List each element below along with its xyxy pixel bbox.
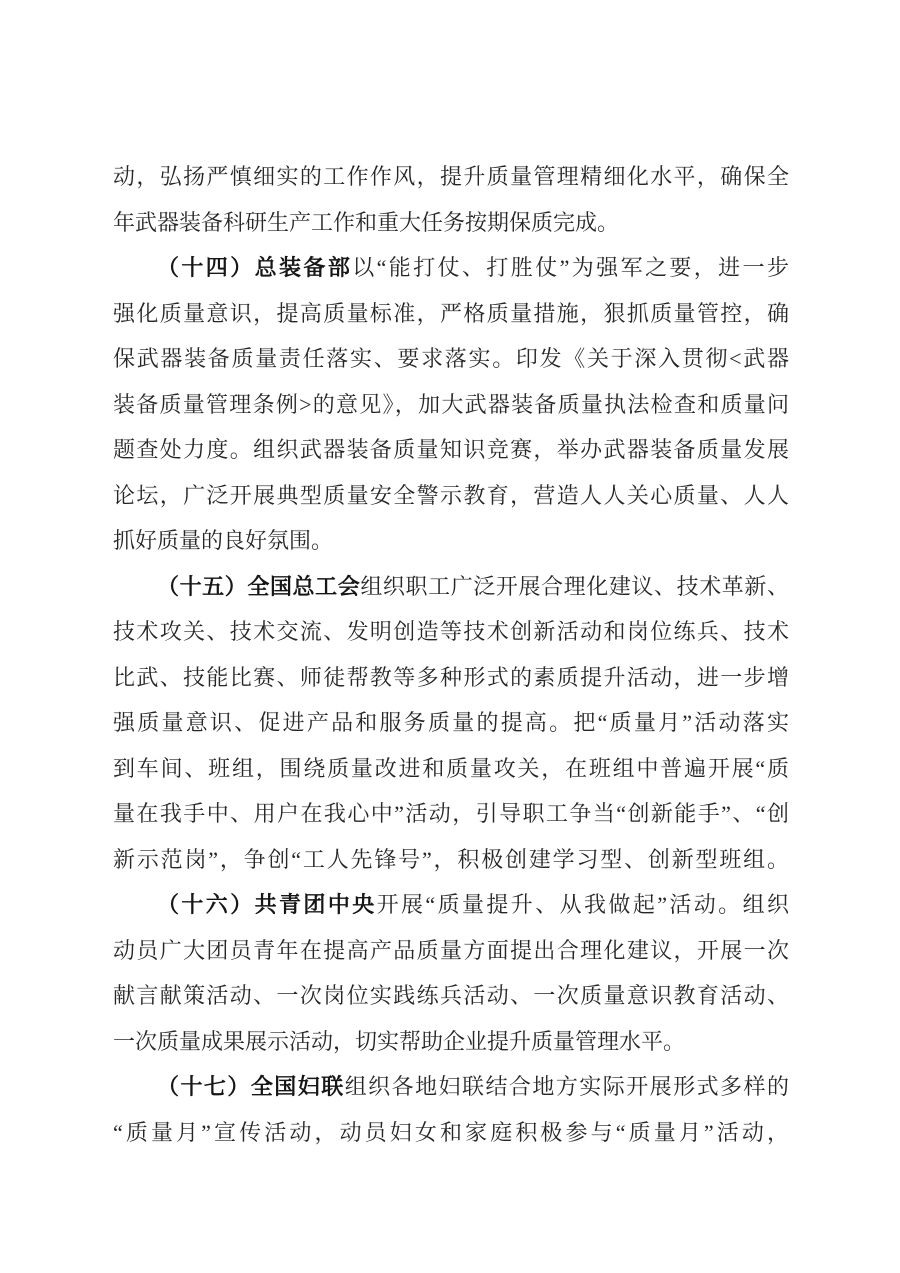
line-text: 到车间、班组，围绕质量改进和质量攻关，在班组中普遍开展“质 [113,755,789,781]
text-line [113,746,789,792]
paragraph-leader: （十五）全国总工会 [157,573,361,599]
text-line [113,427,789,473]
text-line [113,336,789,382]
line-text: “质量月”宣传活动，动员妇女和家庭积极参与“质量月”活动， [113,1119,789,1145]
line-text: 论坛，广泛开展典型质量安全警示教育，营造人人关心质量、人人 [113,482,789,508]
paragraph-leader: （十六）共青团中央 [157,892,377,917]
text-line [113,655,789,701]
text-line [113,882,789,928]
line-text: 装备质量管理条例>的意见》，加大武器装备质量执法检查和质量问 [113,391,789,417]
line-text: 开展“质量提升、从我做起”活动。组织 [376,892,789,917]
line-text: 保武器装备质量责任落实、要求落实。印发《关于深入贯彻<武器 [113,346,789,371]
paragraph-leader: （十七）全国妇联 [157,1074,345,1099]
line-text: 题查处力度。组织武器装备质量知识竞赛，举办武器装备质量发展 [113,437,789,462]
line-text: 以“能打仗、打胜仗”为强军之要，进一步 [352,255,789,280]
line-text: 动员广大团员青年在提高产品质量方面提出合理化建议，开展一次 [113,937,789,963]
text-line [113,245,789,291]
paragraph-leader: （十四）总装备部 [157,255,353,280]
text-line [113,200,789,246]
line-text: 组织各地妇联结合地方实际开展形式多样的 [344,1074,789,1099]
line-text: 献言献策活动、一次岗位实践练兵活动、一次质量意识教育活动、 [113,983,789,1008]
document-text-block [113,154,789,1155]
text-line [113,791,789,837]
line-text: 一次质量成果展示活动，切实帮助企业提升质量管理水平。 [113,1028,686,1054]
text-line [113,564,789,610]
line-text: 比武、技能比赛、师徒帮教等多种形式的素质提升活动，进一步增 [113,664,789,690]
text-line [113,154,789,200]
text-line [113,973,789,1019]
text-line [113,1064,789,1110]
text-line [113,1110,789,1156]
line-text: 组织职工广泛开展合理化建议、技术革新、 [360,573,789,599]
text-line [113,700,789,746]
line-text: 技术攻关、技术交流、发明创造等技术创新活动和岗位练兵、技术 [113,619,789,644]
text-line [113,473,789,519]
line-text: 动，弘扬严慎细实的工作作风，提升质量管理精细化水平，确保全 [113,164,789,189]
line-text: 新示范岗”，争创“工人先锋号”，积极创建学习型、创新型班组。 [113,846,789,872]
text-line [113,928,789,974]
line-text: 年武器装备科研生产工作和重大任务按期保质完成。 [113,209,620,235]
line-text: 强化质量意识，提高质量标准，严格质量措施，狠抓质量管控，确 [113,300,789,326]
text-line [113,837,789,883]
line-text: 抓好质量的良好氛围。 [113,528,334,553]
text-line [113,609,789,655]
text-line [113,518,789,564]
line-text: 强质量意识、促进产品和服务质量的提高。把“质量月”活动落实 [113,710,789,735]
text-line [113,1019,789,1065]
text-line [113,382,789,428]
text-line [113,291,789,337]
line-text: 量在我手中、用户在我心中”活动，引导职工争当“创新能手”、“创 [113,801,789,826]
